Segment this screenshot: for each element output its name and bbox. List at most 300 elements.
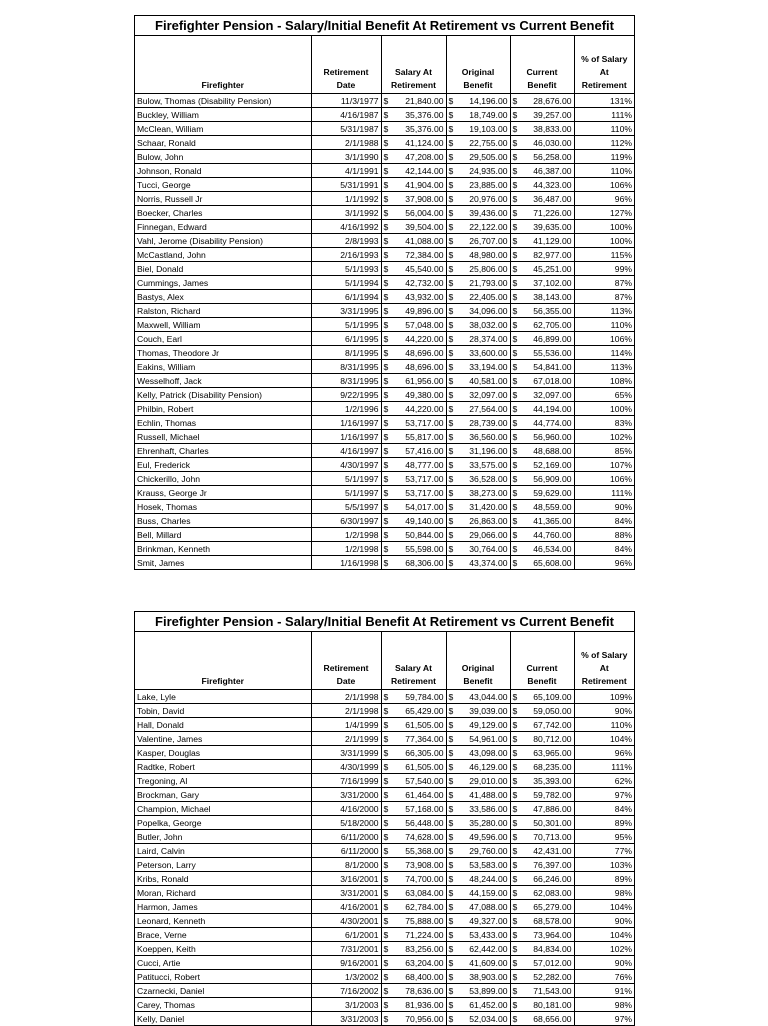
table-row xyxy=(135,886,634,900)
cell-firefighter: Cummings, James xyxy=(135,276,311,290)
cell-original-benefit: $ 29,066.00 xyxy=(446,528,510,542)
cell-firefighter: Tregoning, Al xyxy=(135,774,311,788)
cell-original-benefit: $ 29,505.00 xyxy=(446,150,510,164)
cell-original-benefit: $ 49,129.00 xyxy=(446,718,510,732)
cell-retirement-date: 3/16/2001 xyxy=(311,872,381,886)
cell-current-benefit: $ 46,534.00 xyxy=(510,542,574,556)
cell-current-benefit: $ 67,742.00 xyxy=(510,718,574,732)
cell-firefighter: Butler, John xyxy=(135,830,311,844)
cell-salary: $ 49,140.00 xyxy=(381,514,446,528)
cell-salary: $ 61,505.00 xyxy=(381,760,446,774)
cell-salary: $ 43,932.00 xyxy=(381,290,446,304)
cell-current-benefit: $ 48,559.00 xyxy=(510,500,574,514)
table-row xyxy=(135,304,634,318)
cell-current-benefit: $ 65,608.00 xyxy=(510,556,574,570)
cell-original-benefit: $ 29,010.00 xyxy=(446,774,510,788)
cell-firefighter: Peterson, Larry xyxy=(135,858,311,872)
cell-salary: $ 62,784.00 xyxy=(381,900,446,914)
cell-firefighter: Smit, James xyxy=(135,556,311,570)
cell-pct-salary: 110% xyxy=(574,164,634,178)
cell-retirement-date: 8/31/1995 xyxy=(311,374,381,388)
cell-original-benefit: $ 41,488.00 xyxy=(446,788,510,802)
table-row xyxy=(135,500,634,514)
table-row xyxy=(135,178,634,192)
cell-firefighter: Leonard, Kenneth xyxy=(135,914,311,928)
cell-firefighter: Biel, Donald xyxy=(135,262,311,276)
table-row xyxy=(135,164,634,178)
table-row xyxy=(135,788,634,802)
table-row xyxy=(135,718,634,732)
cell-current-benefit: $ 68,656.00 xyxy=(510,1012,574,1026)
data-table xyxy=(135,36,634,569)
cell-salary: $ 41,088.00 xyxy=(381,234,446,248)
cell-current-benefit: $ 41,129.00 xyxy=(510,234,574,248)
cell-original-benefit: $ 26,863.00 xyxy=(446,514,510,528)
cell-original-benefit: $ 43,098.00 xyxy=(446,746,510,760)
table-row xyxy=(135,900,634,914)
cell-original-benefit: $ 31,420.00 xyxy=(446,500,510,514)
cell-current-benefit: $ 38,143.00 xyxy=(510,290,574,304)
cell-firefighter: Bell, Millard xyxy=(135,528,311,542)
cell-retirement-date: 5/5/1997 xyxy=(311,500,381,514)
cell-pct-salary: 110% xyxy=(574,718,634,732)
cell-salary: $ 45,540.00 xyxy=(381,262,446,276)
cell-original-benefit: $ 27,564.00 xyxy=(446,402,510,416)
table-row xyxy=(135,430,634,444)
cell-firefighter: Moran, Richard xyxy=(135,886,311,900)
cell-firefighter: Bastys, Alex xyxy=(135,290,311,304)
cell-retirement-date: 5/18/2000 xyxy=(311,816,381,830)
cell-current-benefit: $ 66,246.00 xyxy=(510,872,574,886)
cell-salary: $ 65,429.00 xyxy=(381,704,446,718)
cell-current-benefit: $ 71,226.00 xyxy=(510,206,574,220)
cell-pct-salary: 106% xyxy=(574,472,634,486)
cell-firefighter: Czarnecki, Daniel xyxy=(135,984,311,998)
cell-firefighter: Popelka, George xyxy=(135,816,311,830)
header-row xyxy=(135,36,634,94)
cell-current-benefit: $ 59,050.00 xyxy=(510,704,574,718)
cell-original-benefit: $ 43,044.00 xyxy=(446,690,510,704)
cell-firefighter: Thomas, Theodore Jr xyxy=(135,346,311,360)
cell-current-benefit: $ 71,543.00 xyxy=(510,984,574,998)
cell-retirement-date: 5/1/1997 xyxy=(311,472,381,486)
cell-pct-salary: 90% xyxy=(574,956,634,970)
cell-retirement-date: 1/16/1997 xyxy=(311,430,381,444)
cell-retirement-date: 1/3/2002 xyxy=(311,970,381,984)
cell-retirement-date: 5/1/1997 xyxy=(311,486,381,500)
cell-current-benefit: $ 44,774.00 xyxy=(510,416,574,430)
cell-firefighter: Patitucci, Robert xyxy=(135,970,311,984)
cell-original-benefit: $ 40,581.00 xyxy=(446,374,510,388)
cell-current-benefit: $ 45,251.00 xyxy=(510,262,574,276)
cell-firefighter: Norris, Russell Jr xyxy=(135,192,311,206)
cell-current-benefit: $ 41,365.00 xyxy=(510,514,574,528)
cell-firefighter: Couch, Earl xyxy=(135,332,311,346)
cell-retirement-date: 4/16/1992 xyxy=(311,220,381,234)
header-firefighter: Firefighter xyxy=(135,36,311,94)
cell-pct-salary: 89% xyxy=(574,872,634,886)
table-row xyxy=(135,416,634,430)
cell-pct-salary: 97% xyxy=(574,1012,634,1026)
cell-current-benefit: $ 62,083.00 xyxy=(510,886,574,900)
cell-salary: $ 47,208.00 xyxy=(381,150,446,164)
cell-pct-salary: 114% xyxy=(574,346,634,360)
table-row xyxy=(135,192,634,206)
cell-salary: $ 56,004.00 xyxy=(381,206,446,220)
cell-pct-salary: 83% xyxy=(574,416,634,430)
cell-firefighter: Radtke, Robert xyxy=(135,760,311,774)
cell-salary: $ 42,144.00 xyxy=(381,164,446,178)
cell-original-benefit: $ 39,039.00 xyxy=(446,704,510,718)
cell-original-benefit: $ 48,244.00 xyxy=(446,872,510,886)
cell-original-benefit: $ 26,707.00 xyxy=(446,234,510,248)
header-original-benefit: Original Benefit xyxy=(446,36,510,94)
cell-original-benefit: $ 61,452.00 xyxy=(446,998,510,1012)
cell-current-benefit: $ 32,097.00 xyxy=(510,388,574,402)
cell-original-benefit: $ 22,122.00 xyxy=(446,220,510,234)
cell-retirement-date: 9/16/2001 xyxy=(311,956,381,970)
cell-current-benefit: $ 46,030.00 xyxy=(510,136,574,150)
cell-current-benefit: $ 48,688.00 xyxy=(510,444,574,458)
cell-original-benefit: $ 53,433.00 xyxy=(446,928,510,942)
cell-pct-salary: 113% xyxy=(574,304,634,318)
cell-original-benefit: $ 49,327.00 xyxy=(446,914,510,928)
cell-salary: $ 55,817.00 xyxy=(381,430,446,444)
cell-current-benefit: $ 46,387.00 xyxy=(510,164,574,178)
cell-current-benefit: $ 55,536.00 xyxy=(510,346,574,360)
cell-firefighter: Brockman, Gary xyxy=(135,788,311,802)
cell-pct-salary: 88% xyxy=(574,528,634,542)
cell-firefighter: Boecker, Charles xyxy=(135,206,311,220)
table-row xyxy=(135,234,634,248)
cell-salary: $ 55,368.00 xyxy=(381,844,446,858)
cell-retirement-date: 3/31/1995 xyxy=(311,304,381,318)
table-row xyxy=(135,746,634,760)
cell-pct-salary: 110% xyxy=(574,122,634,136)
cell-firefighter: Tucci, George xyxy=(135,178,311,192)
cell-retirement-date: 1/1/1992 xyxy=(311,192,381,206)
table-row xyxy=(135,290,634,304)
cell-current-benefit: $ 54,841.00 xyxy=(510,360,574,374)
cell-firefighter: Harmon, James xyxy=(135,900,311,914)
cell-firefighter: Chickerillo, John xyxy=(135,472,311,486)
cell-pct-salary: 109% xyxy=(574,690,634,704)
table-title: Firefighter Pension - Salary/Initial Benefit At Retirement vs Current Benefit xyxy=(135,16,634,36)
cell-salary: $ 57,540.00 xyxy=(381,774,446,788)
table-row xyxy=(135,872,634,886)
cell-pct-salary: 115% xyxy=(574,248,634,262)
table-row xyxy=(135,122,634,136)
cell-retirement-date: 4/16/1987 xyxy=(311,108,381,122)
table-row xyxy=(135,914,634,928)
cell-retirement-date: 6/11/2000 xyxy=(311,830,381,844)
cell-pct-salary: 85% xyxy=(574,444,634,458)
cell-pct-salary: 87% xyxy=(574,276,634,290)
cell-salary: $ 77,364.00 xyxy=(381,732,446,746)
table-row xyxy=(135,858,634,872)
data-table xyxy=(135,632,634,1025)
cell-firefighter: Kelly, Daniel xyxy=(135,1012,311,1026)
cell-original-benefit: $ 24,935.00 xyxy=(446,164,510,178)
cell-firefighter: Finnegan, Edward xyxy=(135,220,311,234)
cell-firefighter: Koeppen, Keith xyxy=(135,942,311,956)
cell-original-benefit: $ 33,586.00 xyxy=(446,802,510,816)
cell-retirement-date: 2/1/1998 xyxy=(311,690,381,704)
cell-salary: $ 41,904.00 xyxy=(381,178,446,192)
cell-original-benefit: $ 31,196.00 xyxy=(446,444,510,458)
cell-retirement-date: 4/16/2000 xyxy=(311,802,381,816)
table-row xyxy=(135,970,634,984)
cell-firefighter: Kribs, Ronald xyxy=(135,872,311,886)
cell-pct-salary: 111% xyxy=(574,108,634,122)
cell-current-benefit: $ 67,018.00 xyxy=(510,374,574,388)
cell-current-benefit: $ 84,834.00 xyxy=(510,942,574,956)
header-current-benefit: Current Benefit xyxy=(510,36,574,94)
header-retirement-date: Retirement Date xyxy=(311,36,381,94)
cell-retirement-date: 7/31/2001 xyxy=(311,942,381,956)
cell-current-benefit: $ 65,279.00 xyxy=(510,900,574,914)
table-row xyxy=(135,830,634,844)
table-row xyxy=(135,1012,634,1026)
cell-retirement-date: 7/16/2002 xyxy=(311,984,381,998)
cell-pct-salary: 98% xyxy=(574,998,634,1012)
cell-salary: $ 54,017.00 xyxy=(381,500,446,514)
table-row xyxy=(135,402,634,416)
cell-pct-salary: 65% xyxy=(574,388,634,402)
cell-retirement-date: 2/8/1993 xyxy=(311,234,381,248)
cell-firefighter: Tobin, David xyxy=(135,704,311,718)
cell-retirement-date: 3/31/2001 xyxy=(311,886,381,900)
cell-retirement-date: 8/31/1995 xyxy=(311,360,381,374)
cell-retirement-date: 5/1/1993 xyxy=(311,262,381,276)
table-row xyxy=(135,774,634,788)
cell-salary: $ 57,416.00 xyxy=(381,444,446,458)
cell-original-benefit: $ 36,560.00 xyxy=(446,430,510,444)
cell-salary: $ 59,784.00 xyxy=(381,690,446,704)
cell-salary: $ 66,305.00 xyxy=(381,746,446,760)
table-row xyxy=(135,220,634,234)
cell-retirement-date: 6/1/1995 xyxy=(311,332,381,346)
cell-retirement-date: 5/31/1987 xyxy=(311,122,381,136)
cell-salary: $ 68,306.00 xyxy=(381,556,446,570)
cell-original-benefit: $ 28,374.00 xyxy=(446,332,510,346)
cell-current-benefit: $ 39,635.00 xyxy=(510,220,574,234)
cell-original-benefit: $ 28,739.00 xyxy=(446,416,510,430)
cell-salary: $ 70,956.00 xyxy=(381,1012,446,1026)
cell-retirement-date: 1/2/1998 xyxy=(311,528,381,542)
table-row xyxy=(135,472,634,486)
cell-current-benefit: $ 42,431.00 xyxy=(510,844,574,858)
cell-original-benefit: $ 33,600.00 xyxy=(446,346,510,360)
cell-salary: $ 63,084.00 xyxy=(381,886,446,900)
cell-firefighter: Maxwell, William xyxy=(135,318,311,332)
cell-retirement-date: 11/3/1977 xyxy=(311,94,381,108)
cell-current-benefit: $ 39,257.00 xyxy=(510,108,574,122)
cell-pct-salary: 102% xyxy=(574,430,634,444)
cell-firefighter: Valentine, James xyxy=(135,732,311,746)
cell-firefighter: Vahl, Jerome (Disability Pension) xyxy=(135,234,311,248)
cell-firefighter: Russell, Michael xyxy=(135,430,311,444)
table-row xyxy=(135,690,634,704)
cell-retirement-date: 2/1/1999 xyxy=(311,732,381,746)
cell-pct-salary: 96% xyxy=(574,746,634,760)
cell-retirement-date: 4/30/1999 xyxy=(311,760,381,774)
cell-current-benefit: $ 52,282.00 xyxy=(510,970,574,984)
cell-pct-salary: 76% xyxy=(574,970,634,984)
cell-pct-salary: 110% xyxy=(574,318,634,332)
cell-pct-salary: 77% xyxy=(574,844,634,858)
cell-original-benefit: $ 32,097.00 xyxy=(446,388,510,402)
cell-retirement-date: 4/1/1991 xyxy=(311,164,381,178)
cell-retirement-date: 6/1/1994 xyxy=(311,290,381,304)
cell-current-benefit: $ 82,977.00 xyxy=(510,248,574,262)
table-row xyxy=(135,998,634,1012)
table-row xyxy=(135,360,634,374)
cell-pct-salary: 87% xyxy=(574,290,634,304)
cell-current-benefit: $ 59,782.00 xyxy=(510,788,574,802)
cell-original-benefit: $ 52,034.00 xyxy=(446,1012,510,1026)
cell-original-benefit: $ 23,885.00 xyxy=(446,178,510,192)
cell-original-benefit: $ 48,980.00 xyxy=(446,248,510,262)
cell-salary: $ 57,168.00 xyxy=(381,802,446,816)
cell-pct-salary: 90% xyxy=(574,914,634,928)
table-row xyxy=(135,318,634,332)
table-row xyxy=(135,732,634,746)
cell-current-benefit: $ 28,676.00 xyxy=(510,94,574,108)
cell-salary: $ 53,717.00 xyxy=(381,486,446,500)
cell-retirement-date: 8/1/2000 xyxy=(311,858,381,872)
cell-original-benefit: $ 43,374.00 xyxy=(446,556,510,570)
cell-retirement-date: 5/1/1994 xyxy=(311,276,381,290)
cell-pct-salary: 99% xyxy=(574,262,634,276)
cell-pct-salary: 98% xyxy=(574,886,634,900)
table-body xyxy=(135,94,634,570)
cell-pct-salary: 108% xyxy=(574,374,634,388)
cell-salary: $ 81,936.00 xyxy=(381,998,446,1012)
cell-salary: $ 55,598.00 xyxy=(381,542,446,556)
cell-salary: $ 53,717.00 xyxy=(381,416,446,430)
cell-pct-salary: 127% xyxy=(574,206,634,220)
cell-pct-salary: 104% xyxy=(574,928,634,942)
cell-salary: $ 39,504.00 xyxy=(381,220,446,234)
table-row xyxy=(135,704,634,718)
cell-firefighter: Bulow, Thomas (Disability Pension) xyxy=(135,94,311,108)
cell-retirement-date: 6/11/2000 xyxy=(311,844,381,858)
cell-pct-salary: 90% xyxy=(574,704,634,718)
cell-pct-salary: 84% xyxy=(574,802,634,816)
cell-salary: $ 49,896.00 xyxy=(381,304,446,318)
cell-firefighter: Schaar, Ronald xyxy=(135,136,311,150)
header-retirement-date: Retirement Date xyxy=(311,632,381,690)
pension-table-1 xyxy=(134,15,635,570)
header-row xyxy=(135,632,634,690)
cell-pct-salary: 103% xyxy=(574,858,634,872)
cell-retirement-date: 8/1/1995 xyxy=(311,346,381,360)
header-salary: Salary At Retirement xyxy=(381,632,446,690)
cell-current-benefit: $ 59,629.00 xyxy=(510,486,574,500)
cell-current-benefit: $ 38,833.00 xyxy=(510,122,574,136)
table-row xyxy=(135,136,634,150)
cell-salary: $ 57,048.00 xyxy=(381,318,446,332)
cell-current-benefit: $ 56,960.00 xyxy=(510,430,574,444)
cell-firefighter: Ralston, Richard xyxy=(135,304,311,318)
cell-firefighter: Kasper, Douglas xyxy=(135,746,311,760)
cell-pct-salary: 111% xyxy=(574,760,634,774)
header-current-benefit: Current Benefit xyxy=(510,632,574,690)
cell-current-benefit: $ 57,012.00 xyxy=(510,956,574,970)
cell-firefighter: Bulow, John xyxy=(135,150,311,164)
table-row xyxy=(135,248,634,262)
cell-original-benefit: $ 25,806.00 xyxy=(446,262,510,276)
cell-original-benefit: $ 20,976.00 xyxy=(446,192,510,206)
cell-firefighter: Ehrenhaft, Charles xyxy=(135,444,311,458)
pension-table-2 xyxy=(134,611,635,1026)
cell-retirement-date: 5/31/1991 xyxy=(311,178,381,192)
cell-salary: $ 78,636.00 xyxy=(381,984,446,998)
cell-current-benefit: $ 36,487.00 xyxy=(510,192,574,206)
cell-retirement-date: 2/1/1998 xyxy=(311,704,381,718)
cell-firefighter: Krauss, George Jr xyxy=(135,486,311,500)
cell-firefighter: Wesselhoff, Jack xyxy=(135,374,311,388)
table-row xyxy=(135,486,634,500)
table-row xyxy=(135,262,634,276)
cell-salary: $ 74,700.00 xyxy=(381,872,446,886)
cell-firefighter: Hosek, Thomas xyxy=(135,500,311,514)
cell-original-benefit: $ 30,764.00 xyxy=(446,542,510,556)
cell-firefighter: Brace, Verne xyxy=(135,928,311,942)
cell-retirement-date: 3/1/1990 xyxy=(311,150,381,164)
cell-original-benefit: $ 41,609.00 xyxy=(446,956,510,970)
cell-salary: $ 83,256.00 xyxy=(381,942,446,956)
cell-salary: $ 49,380.00 xyxy=(381,388,446,402)
cell-pct-salary: 100% xyxy=(574,220,634,234)
table-row xyxy=(135,816,634,830)
cell-firefighter: Brinkman, Kenneth xyxy=(135,542,311,556)
cell-salary: $ 37,908.00 xyxy=(381,192,446,206)
table-row xyxy=(135,206,634,220)
cell-current-benefit: $ 62,705.00 xyxy=(510,318,574,332)
cell-pct-salary: 111% xyxy=(574,486,634,500)
header-pct-salary: % of Salary At Retirement xyxy=(574,632,634,690)
table-row xyxy=(135,346,634,360)
cell-retirement-date: 7/16/1999 xyxy=(311,774,381,788)
cell-pct-salary: 90% xyxy=(574,500,634,514)
cell-original-benefit: $ 44,159.00 xyxy=(446,886,510,900)
cell-firefighter: Buss, Charles xyxy=(135,514,311,528)
table-row xyxy=(135,760,634,774)
cell-retirement-date: 3/1/1992 xyxy=(311,206,381,220)
cell-retirement-date: 3/31/2000 xyxy=(311,788,381,802)
cell-pct-salary: 131% xyxy=(574,94,634,108)
cell-current-benefit: $ 56,909.00 xyxy=(510,472,574,486)
cell-firefighter: Buckley, William xyxy=(135,108,311,122)
cell-original-benefit: $ 53,583.00 xyxy=(446,858,510,872)
cell-retirement-date: 2/1/1988 xyxy=(311,136,381,150)
cell-salary: $ 56,448.00 xyxy=(381,816,446,830)
cell-current-benefit: $ 80,181.00 xyxy=(510,998,574,1012)
cell-salary: $ 44,220.00 xyxy=(381,332,446,346)
table-title: Firefighter Pension - Salary/Initial Benefit At Retirement vs Current Benefit xyxy=(135,612,634,632)
cell-pct-salary: 102% xyxy=(574,942,634,956)
table-row xyxy=(135,332,634,346)
cell-pct-salary: 104% xyxy=(574,732,634,746)
cell-pct-salary: 62% xyxy=(574,774,634,788)
header-pct-salary: % of Salary At Retirement xyxy=(574,36,634,94)
cell-pct-salary: 91% xyxy=(574,984,634,998)
cell-salary: $ 53,717.00 xyxy=(381,472,446,486)
table-row xyxy=(135,108,634,122)
table-row xyxy=(135,542,634,556)
